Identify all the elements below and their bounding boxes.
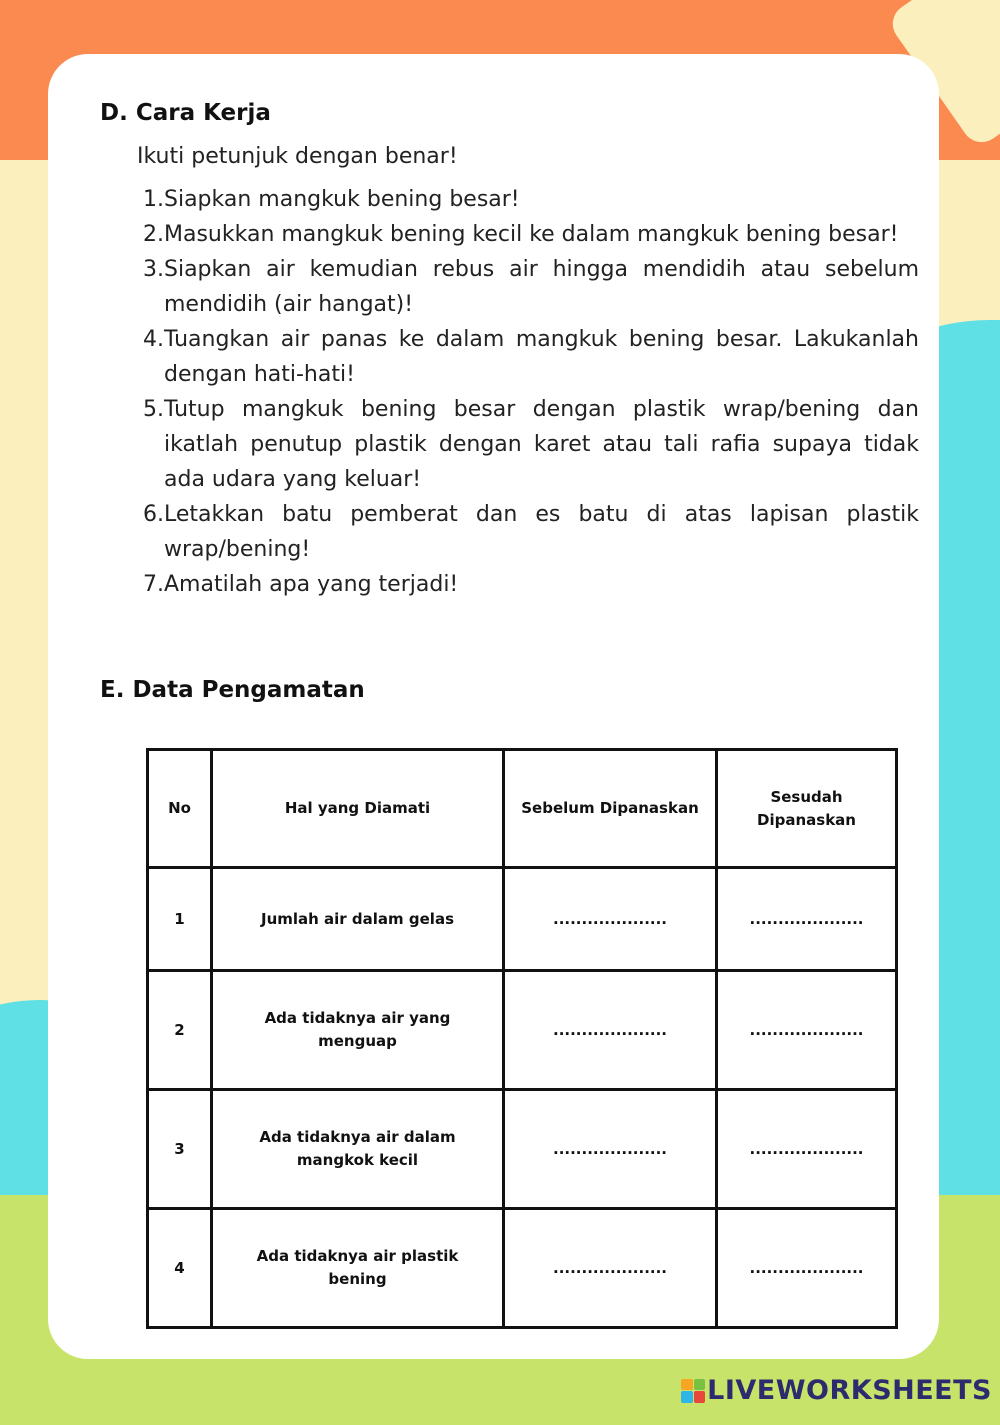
table-header-row xyxy=(148,750,897,868)
section-d-title: D. Cara Kerja xyxy=(100,100,271,126)
step-number: 1. xyxy=(143,187,164,212)
step-text: Masukkan mangkuk bening kecil ke dalam mangkuk bening besar! xyxy=(164,222,899,247)
header-no: No xyxy=(148,750,212,868)
step-number: 6. xyxy=(143,502,164,527)
header-item: Hal yang Diamati xyxy=(212,750,504,868)
cell-no: 3 xyxy=(148,1090,212,1209)
step-number: 7. xyxy=(143,572,164,597)
table-row xyxy=(148,1209,897,1328)
list-item xyxy=(137,567,919,602)
list-item xyxy=(137,182,919,217)
answer-blank-after[interactable]: .................... xyxy=(717,971,897,1090)
answer-blank-after[interactable]: .................... xyxy=(717,1209,897,1328)
logo-square xyxy=(681,1391,693,1403)
step-text: Amatilah apa yang terjadi! xyxy=(164,572,459,597)
answer-blank-after[interactable]: .................... xyxy=(717,868,897,971)
header-before: Sebelum Dipanaskan xyxy=(504,750,717,868)
cell-item: Ada tidaknya air plastik bening xyxy=(212,1209,504,1328)
cell-no: 4 xyxy=(148,1209,212,1328)
cell-item: Ada tidaknya air dalam mangkok kecil xyxy=(212,1090,504,1209)
step-number: 4. xyxy=(143,327,164,352)
logo-square xyxy=(694,1379,706,1391)
liveworksheets-logo-icon xyxy=(681,1379,705,1403)
header-after: Sesudah Dipanaskan xyxy=(717,750,897,868)
cell-item: Jumlah air dalam gelas xyxy=(212,868,504,971)
answer-blank-before[interactable]: .................... xyxy=(504,971,717,1090)
list-item xyxy=(137,322,919,392)
observation-table xyxy=(146,748,898,1329)
answer-blank-before[interactable]: .................... xyxy=(504,1209,717,1328)
list-item xyxy=(137,497,919,567)
section-e-title: E. Data Pengamatan xyxy=(100,677,365,703)
cell-no: 2 xyxy=(148,971,212,1090)
answer-blank-after[interactable]: .................... xyxy=(717,1090,897,1209)
cell-no: 1 xyxy=(148,868,212,971)
logo-square xyxy=(681,1379,693,1391)
watermark-text: LIVEWORKSHEETS xyxy=(707,1375,992,1406)
list-item xyxy=(137,392,919,497)
step-text: Letakkan batu pemberat dan es batu di atas lapisan plastik wrap/bening! xyxy=(164,502,919,562)
liveworksheets-watermark xyxy=(681,1375,992,1406)
steps-list xyxy=(137,182,919,602)
list-item xyxy=(137,252,919,322)
step-number: 3. xyxy=(143,257,164,282)
table-row xyxy=(148,868,897,971)
answer-blank-before[interactable]: .................... xyxy=(504,1090,717,1209)
step-text: Tutup mangkuk bening besar dengan plastik wrap/bening dan ikatlah penutup plastik dengan karet atau tali rafia supaya tidak ada udara yang keluar! xyxy=(164,397,919,492)
cell-item: Ada tidaknya air yang menguap xyxy=(212,971,504,1090)
table-row xyxy=(148,1090,897,1209)
step-number: 2. xyxy=(143,222,164,247)
table-row xyxy=(148,971,897,1090)
step-number: 5. xyxy=(143,397,164,422)
step-text: Siapkan air kemudian rebus air hingga mendidih atau sebelum mendidih (air hangat)! xyxy=(164,257,919,317)
step-text: Tuangkan air panas ke dalam mangkuk bening besar. Lakukanlah dengan hati-hati! xyxy=(164,327,919,387)
logo-square xyxy=(694,1391,706,1403)
answer-blank-before[interactable]: .................... xyxy=(504,868,717,971)
step-text: Siapkan mangkuk bening besar! xyxy=(164,187,520,212)
section-d-intro: Ikuti petunjuk dengan benar! xyxy=(137,144,458,169)
list-item xyxy=(137,217,919,252)
